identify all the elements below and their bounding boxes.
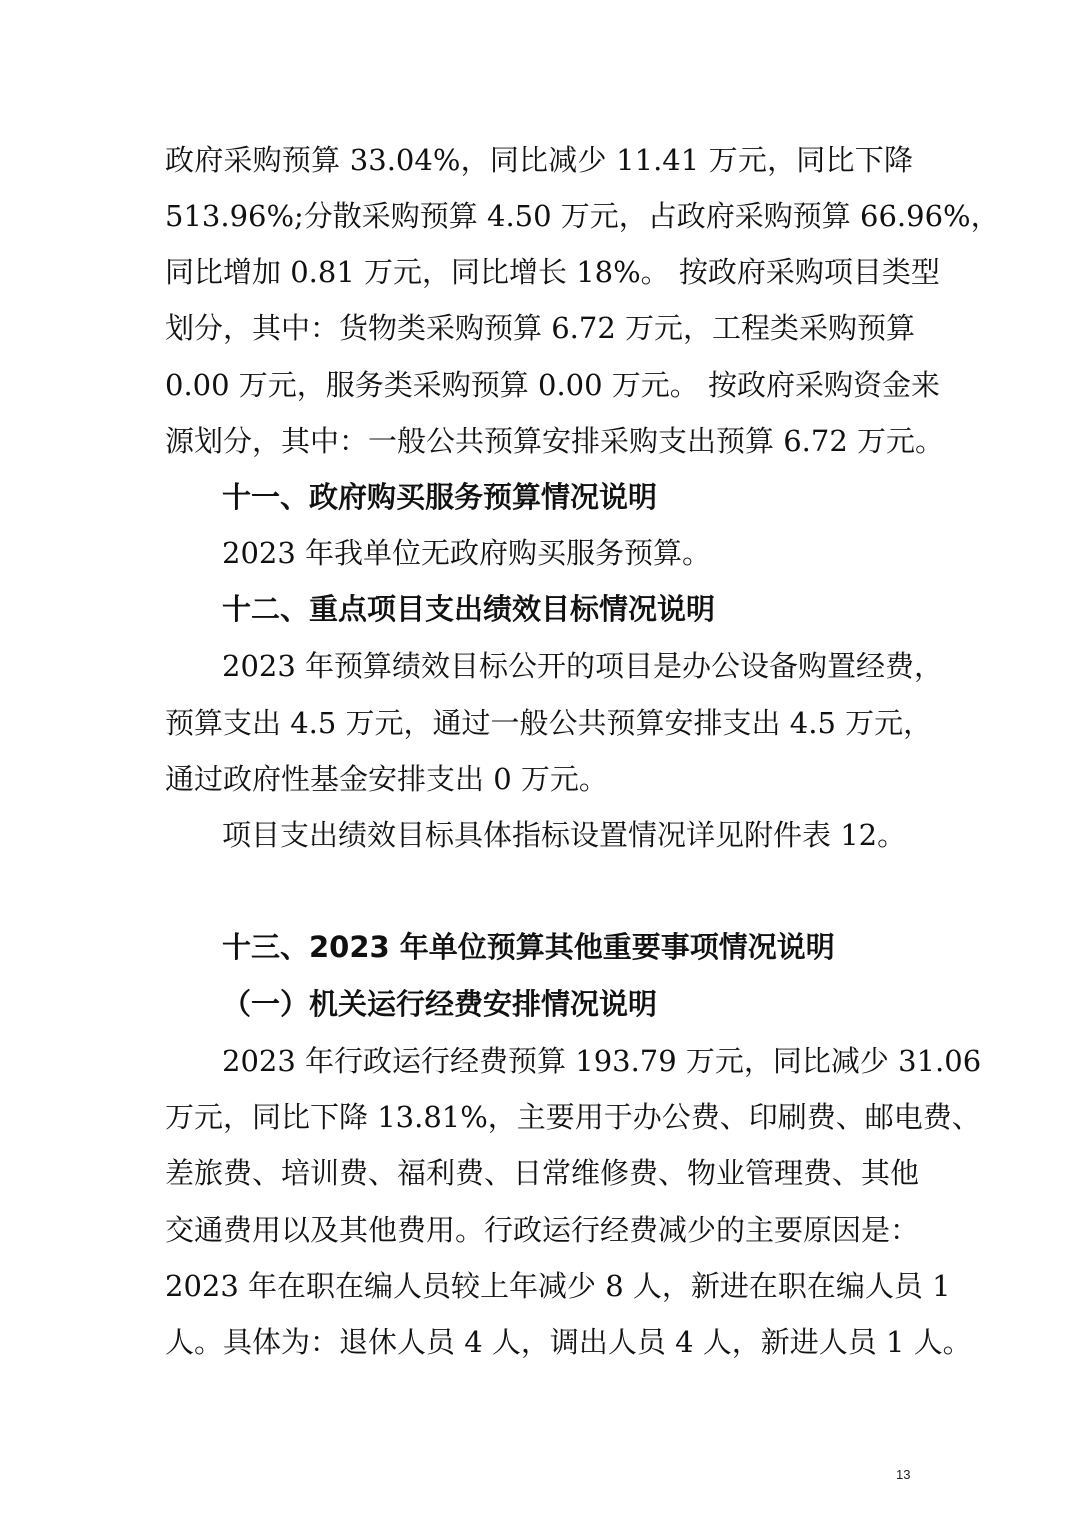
- section-13-heading: 十三、2023 年单位预算其他重要事项情况说明: [222, 930, 835, 964]
- section-12-line-1: 2023 年预算绩效目标公开的项目是办公设备购置经费，: [222, 649, 944, 683]
- section-13-line-5: 2023 年在职在编人员较上年减少 8 人，新进在职在编人员 1: [165, 1269, 951, 1303]
- section-12-line-3: 通过政府性基金安排支出 0 万元。: [165, 762, 608, 796]
- section-13-subheading: （一）机关运行经费安排情况说明: [222, 987, 658, 1021]
- section-11-heading: 十一、政府购买服务预算情况说明: [222, 480, 658, 514]
- procurement-line-6: 源划分，其中：一般公共预算安排采购支出预算 6.72 万元。: [165, 424, 945, 458]
- section-13-line-2: 万元，同比下降 13.81%，主要用于办公费、印刷费、邮电费、: [165, 1100, 981, 1134]
- procurement-line-4: 划分，其中：货物类采购预算 6.72 万元，工程类采购预算: [165, 311, 916, 345]
- procurement-line-1: 政府采购预算 33.04%，同比减少 11.41 万元，同比下降: [165, 143, 913, 177]
- section-13-line-4: 交通费用以及其他费用。行政运行经费减少的主要原因是：: [165, 1213, 920, 1247]
- section-12-note: 项目支出绩效目标具体指标设置情况详见附件表 12。: [222, 818, 907, 852]
- procurement-line-3: 同比增加 0.81 万元，同比增长 18%。 按政府采购项目类型: [165, 255, 940, 289]
- page-number: 13: [896, 1467, 911, 1482]
- section-13-line-3: 差旅费、培训费、福利费、日常维修费、物业管理费、其他: [165, 1156, 920, 1190]
- procurement-line-2: 513.96%;分散采购预算 4.50 万元，占政府采购预算 66.96%，: [165, 199, 1000, 233]
- procurement-line-5: 0.00 万元，服务类采购预算 0.00 万元。 按政府采购资金来: [165, 368, 941, 402]
- section-13-line-1: 2023 年行政运行经费预算 193.79 万元，同比减少 31.06: [222, 1044, 982, 1078]
- section-12-line-2: 预算支出 4.5 万元，通过一般公共预算安排支出 4.5 万元，: [165, 706, 933, 740]
- section-11-body: 2023 年我单位无政府购买服务预算。: [222, 536, 712, 570]
- section-12-heading: 十二、重点项目支出绩效目标情况说明: [222, 592, 716, 626]
- section-13-line-6: 人。具体为：退休人员 4 人，调出人员 4 人，新进人员 1 人。: [165, 1325, 972, 1359]
